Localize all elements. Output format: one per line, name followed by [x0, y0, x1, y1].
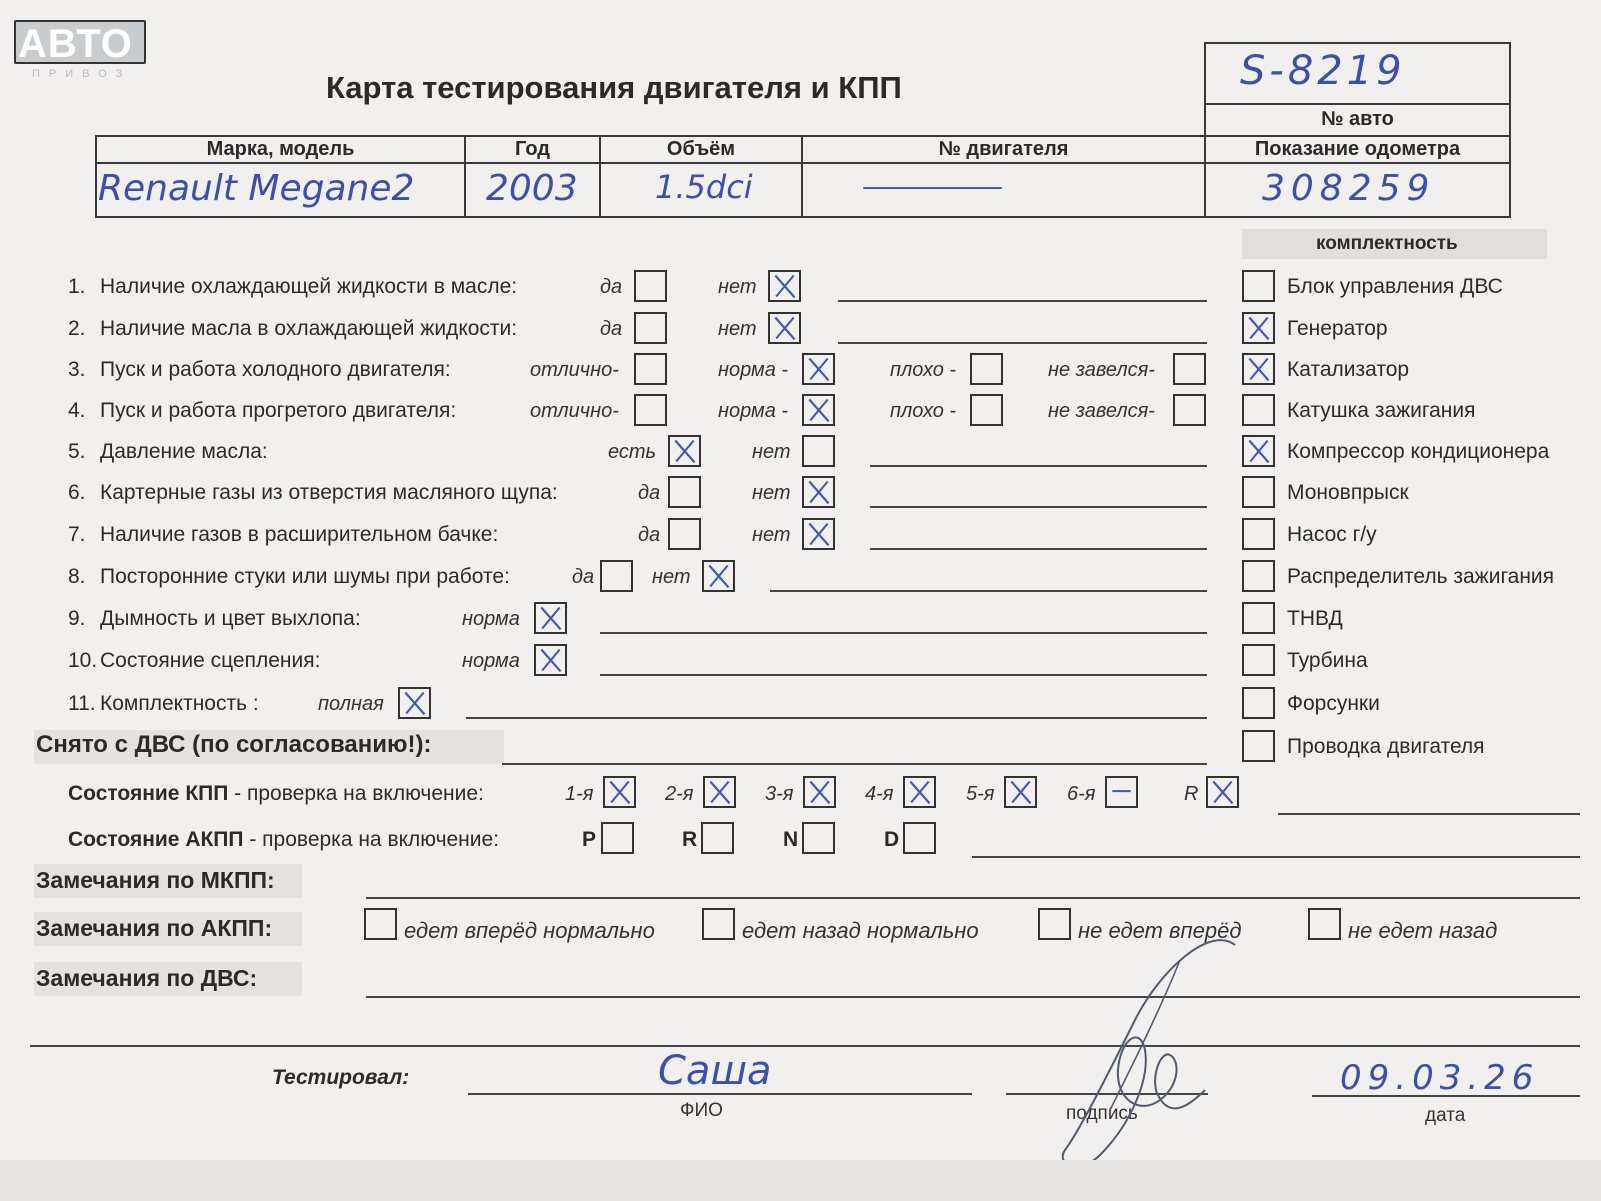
option-checkbox[interactable] [802, 476, 835, 508]
remarks-dvs-line-2 [30, 1045, 1580, 1047]
akpp-label-rest: - проверка на включение: [243, 828, 500, 851]
kit-item-label: Распределитель зажигания [1287, 565, 1555, 588]
gear-checkbox[interactable] [703, 776, 736, 808]
option-checkbox[interactable] [668, 518, 701, 550]
odometer-value: 308259 [1262, 168, 1436, 209]
kit-checkbox[interactable] [1242, 270, 1275, 302]
akpp-remark-checkbox[interactable] [702, 908, 735, 940]
date-value: 09.03.26 [1340, 1058, 1540, 1098]
gear-label: 4-я [865, 783, 894, 805]
item-text: Наличие охлаждающей жидкости в масле: [100, 275, 518, 298]
item-text: Дымность и цвет выхлопа: [100, 607, 361, 630]
option-label: норма - [718, 359, 789, 381]
kit-checkbox[interactable] [1242, 394, 1275, 426]
item-number: 3. [68, 358, 86, 381]
kpp-label [68, 782, 484, 806]
option-checkbox[interactable] [802, 394, 835, 426]
remarks-mkpp-line [366, 897, 1580, 899]
item-number: 8. [68, 565, 86, 588]
kit-item-label: Форсунки [1287, 692, 1380, 715]
tester-name: Саша [658, 1048, 772, 1094]
item-number: 4. [68, 399, 86, 422]
akpp-position-label: N [783, 828, 799, 851]
item-remark-line [600, 674, 1207, 676]
option-label: не завелся- [1048, 359, 1155, 381]
akpp-position-checkbox[interactable] [701, 822, 734, 854]
item-text: Наличие масла в охлаждающей жидкости: [100, 317, 518, 340]
kpp-line [1278, 813, 1580, 815]
gear-label: 2-я [665, 783, 694, 805]
item-remark-line [466, 717, 1207, 719]
year-value: 2003 [486, 168, 578, 209]
date-caption: дата [1425, 1105, 1466, 1126]
item-remark-line [838, 300, 1207, 302]
item-remark-line [870, 506, 1207, 508]
option-checkbox[interactable] [634, 312, 667, 344]
option-checkbox[interactable] [702, 560, 735, 592]
kit-item-label: Катушка зажигания [1287, 399, 1476, 422]
option-label: нет [752, 524, 791, 546]
logo-subtext: ПРИВОЗ [32, 68, 132, 80]
kit-checkbox[interactable] [1242, 560, 1275, 592]
kit-checkbox[interactable] [1242, 687, 1275, 719]
kit-checkbox[interactable] [1242, 435, 1275, 467]
option-label: нет [752, 482, 791, 504]
akpp-position-checkbox[interactable] [802, 822, 835, 854]
kit-item-label: Проводка двигателя [1287, 735, 1485, 758]
item-text: Состояние сцепления: [100, 649, 321, 672]
remarks-akpp-label: Замечания по АКПП: [36, 915, 273, 941]
kit-item-label: ТНВД [1287, 607, 1343, 630]
option-checkbox[interactable] [534, 602, 567, 634]
akpp-label-bold: Состояние АКПП [68, 828, 244, 851]
option-label: нет [718, 276, 757, 298]
page-title: Карта тестирования двигателя и КПП [326, 70, 902, 105]
gear-label: 6-я [1067, 783, 1096, 805]
item-number: 7. [68, 523, 86, 546]
item-remark-line [838, 342, 1207, 344]
option-checkbox[interactable] [970, 394, 1003, 426]
header-col-model: Марка, модель [206, 138, 355, 160]
tested-by-label: Тестировал: [272, 1066, 410, 1089]
akpp-remark-label: едет назад нормально [742, 918, 979, 943]
option-checkbox[interactable] [398, 687, 431, 719]
item-remark-line [870, 465, 1207, 467]
kit-item-label: Генератор [1287, 317, 1388, 340]
option-label: нет [652, 566, 691, 588]
option-checkbox[interactable] [1173, 394, 1206, 426]
akpp-position-checkbox[interactable] [601, 822, 634, 854]
item-text: Пуск и работа прогретого двигателя: [100, 399, 457, 422]
volume-value: 1.5dci [655, 168, 753, 206]
akpp-position-label: R [682, 828, 698, 851]
name-line [468, 1093, 972, 1095]
item-number: 9. [68, 607, 86, 630]
option-checkbox[interactable] [1173, 353, 1206, 385]
option-label: есть [608, 441, 657, 463]
item-text: Пуск и работа холодного двигателя: [100, 358, 451, 381]
engine-number-value: —————— [862, 172, 1000, 202]
kit-item-label: Насос г/у [1287, 523, 1377, 546]
kit-item-label: Блок управления ДВС [1287, 275, 1503, 298]
akpp-label [68, 828, 499, 852]
option-checkbox[interactable] [768, 270, 801, 302]
option-checkbox[interactable] [534, 644, 567, 676]
gear-checkbox[interactable] [803, 776, 836, 808]
option-checkbox[interactable] [802, 435, 835, 467]
option-label: норма [462, 608, 520, 630]
removed-line [502, 763, 1207, 765]
gear-checkbox[interactable] [1105, 776, 1138, 808]
kit-checkbox[interactable] [1242, 602, 1275, 634]
kit-checkbox[interactable] [1242, 476, 1275, 508]
item-text: Посторонние стуки или шумы при работе: [100, 565, 510, 588]
option-checkbox[interactable] [970, 353, 1003, 385]
item-text: Картерные газы из отверстия масляного щупа: [100, 481, 558, 504]
remarks-mkpp-label: Замечания по МКПП: [36, 867, 275, 893]
akpp-remark-checkbox[interactable] [1308, 908, 1341, 940]
kit-item-label: Компрессор кондиционера [1287, 440, 1550, 463]
option-label: отлично- [530, 359, 619, 381]
kit-checkbox[interactable] [1242, 644, 1275, 676]
kit-checkbox[interactable] [1242, 353, 1275, 385]
option-checkbox[interactable] [600, 560, 633, 592]
item-text: Давление масла: [100, 440, 268, 463]
akpp-remark-label: не едет назад [1348, 918, 1498, 943]
option-checkbox[interactable] [634, 353, 667, 385]
item-remark-line [870, 548, 1207, 550]
kit-title: комплектность [1316, 233, 1458, 254]
item-number: 5. [68, 440, 86, 463]
kpp-label-bold: Состояние КПП [68, 782, 229, 805]
signature-scribble [1040, 930, 1250, 1180]
akpp-position-checkbox[interactable] [903, 822, 936, 854]
option-label: да [572, 566, 595, 588]
akpp-remark-label: едет вперёд нормально [404, 918, 655, 943]
akpp-line [972, 856, 1580, 858]
option-label: норма - [718, 400, 789, 422]
option-label: плохо - [890, 359, 957, 381]
kit-item-label: Моновпрыск [1287, 481, 1409, 504]
option-checkbox[interactable] [768, 312, 801, 344]
akpp-remark-label: не едет вперёд [1078, 918, 1242, 943]
option-label: да [600, 276, 623, 298]
kit-item-label: Турбина [1287, 649, 1368, 672]
item-text: Комплектность : [100, 692, 259, 715]
option-label: да [638, 482, 661, 504]
option-checkbox[interactable] [802, 353, 835, 385]
header-col-engine-number: № двигателя [938, 138, 1069, 160]
header-col-year: Год [515, 138, 550, 160]
auto-number-value: S-8219 [1240, 48, 1406, 94]
option-label: норма [462, 650, 520, 672]
kit-checkbox[interactable] [1242, 312, 1275, 344]
gear-checkbox[interactable] [1206, 776, 1239, 808]
auto-number-label: № авто [1321, 108, 1394, 130]
removed-label: Снято с ДВС (по согласованию!): [36, 731, 432, 758]
kpp-label-rest: - проверка на включение: [228, 782, 484, 805]
gear-label: 5-я [966, 783, 995, 805]
remarks-dvs-line-1 [366, 996, 1580, 998]
option-label: полная [318, 693, 384, 715]
logo-text: АВТО [18, 22, 133, 66]
gear-label: 3-я [765, 783, 794, 805]
option-label: нет [752, 441, 791, 463]
header-col-odometer: Показание одометра [1254, 138, 1461, 160]
option-label: плохо - [890, 400, 957, 422]
header-col-volume: Объём [666, 138, 736, 160]
item-remark-line [770, 590, 1207, 592]
option-label: не завелся- [1048, 400, 1155, 422]
option-checkbox[interactable] [668, 476, 701, 508]
option-label: отлично- [530, 400, 619, 422]
item-number: 6. [68, 481, 86, 504]
item-text: Наличие газов в расширительном бачке: [100, 523, 499, 546]
option-checkbox[interactable] [668, 435, 701, 467]
option-checkbox[interactable] [634, 270, 667, 302]
item-number: 10. [68, 649, 98, 672]
remarks-dvs-label: Замечания по ДВС: [36, 965, 258, 991]
kit-checkbox[interactable] [1242, 730, 1275, 762]
model-value: Renault Megane2 [98, 168, 415, 209]
item-number: 2. [68, 317, 86, 340]
date-line [1312, 1095, 1580, 1097]
item-number: 1. [68, 275, 86, 298]
akpp-remark-checkbox[interactable] [364, 908, 397, 940]
bottom-edge [0, 1160, 1601, 1201]
name-caption: ФИО [680, 1100, 723, 1121]
kit-item-label: Катализатор [1287, 358, 1410, 381]
akpp-position-label: D [884, 828, 900, 851]
item-remark-line [600, 632, 1207, 634]
gear-checkbox[interactable] [1004, 776, 1037, 808]
option-label: да [638, 524, 661, 546]
kit-checkbox[interactable] [1242, 518, 1275, 550]
gear-label: 1-я [565, 783, 594, 805]
gear-checkbox[interactable] [903, 776, 936, 808]
item-number: 11. [68, 692, 96, 715]
signature-caption: подпись [1066, 1103, 1138, 1124]
option-label: да [600, 318, 623, 340]
option-checkbox[interactable] [634, 394, 667, 426]
option-label: нет [718, 318, 757, 340]
option-checkbox[interactable] [802, 518, 835, 550]
gear-checkbox[interactable] [603, 776, 636, 808]
akpp-position-label: P [582, 828, 597, 851]
gear-label: R [1184, 783, 1199, 805]
